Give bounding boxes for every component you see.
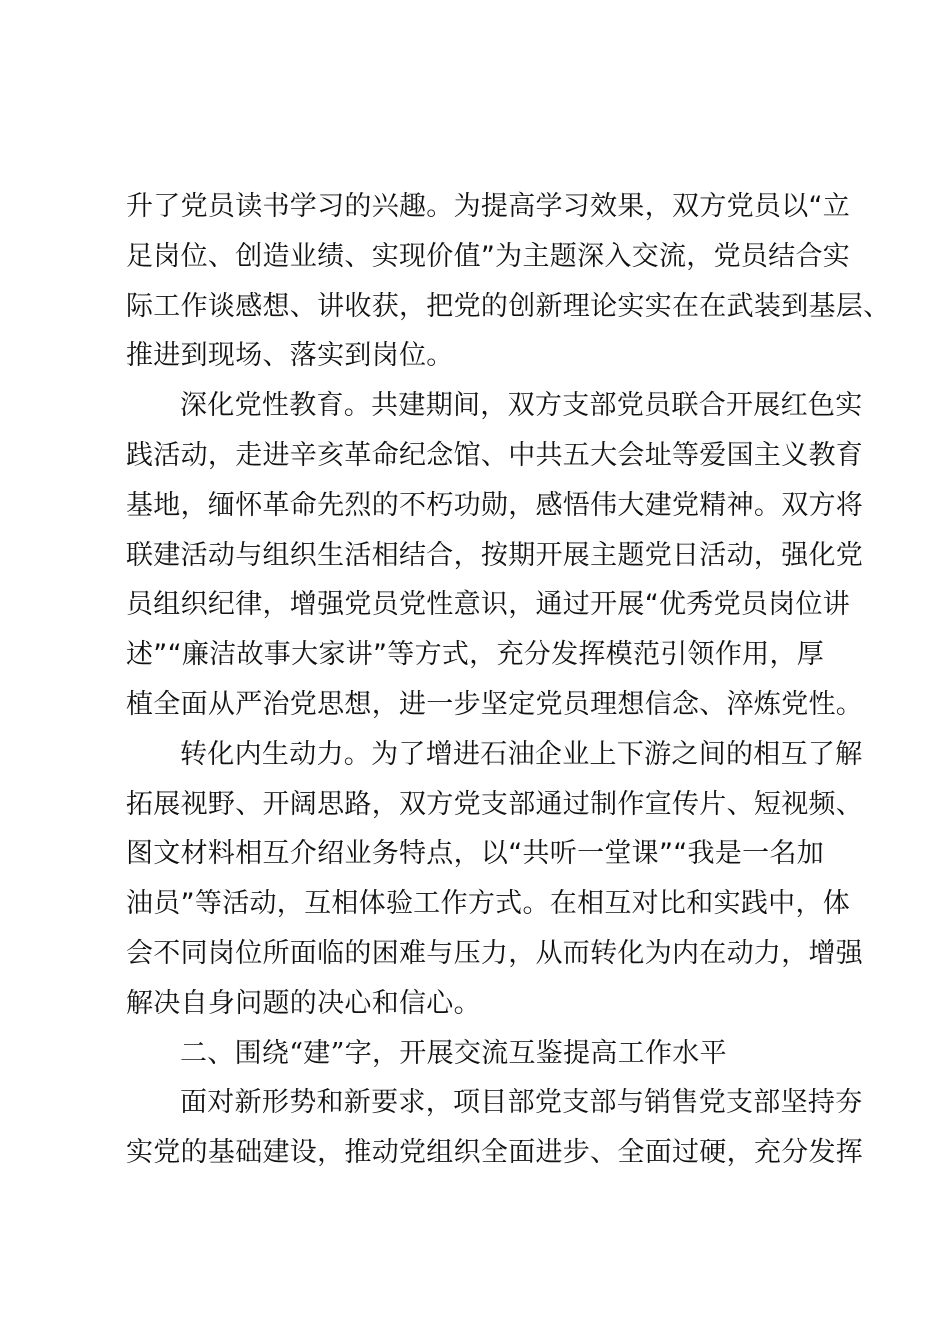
section-heading: 二、围绕“建”字，开展交流互鉴提高工作水平 bbox=[180, 1037, 727, 1069]
body-text bbox=[126, 182, 891, 1178]
text-line: 拓展视野、开阔思路，双方党支部通过制作宣传片、短视频、 bbox=[126, 788, 864, 820]
text-line: 实党的基础建设，推动党组织全面进步、全面过硬，充分发挥 bbox=[126, 1137, 864, 1169]
text-line: 推进到现场、落实到岗位。 bbox=[126, 340, 454, 372]
paragraph-new-situation: 面对新形势和新要求，项目部党支部与销售党支部坚持夯 bbox=[180, 1087, 863, 1119]
text-line: 解决自身问题的决心和信心。 bbox=[126, 987, 481, 1019]
text-line: 员组织纪律，增强党员党性意识，通过开展“优秀党员岗位讲 bbox=[126, 589, 851, 621]
text-line: 联建活动与组织生活相结合，按期开展主题党日活动，强化党 bbox=[126, 539, 864, 571]
text-line: 图文材料相互介绍业务特点，以“共听一堂课”“我是一名加 bbox=[126, 838, 825, 870]
text-line: 基地，缅怀革命先烈的不朽功勋，感悟伟大建党精神。双方将 bbox=[126, 489, 864, 521]
text-line: 际工作谈感想、讲收获，把党的创新理论实实在在武装到基层、 bbox=[126, 290, 891, 322]
text-line: 植全面从严治党思想，进一步坚定党员理想信念、淬炼党性。 bbox=[126, 688, 864, 720]
paragraph-transform-internal-drive: 转化内生动力。为了增进石油企业上下游之间的相互了解 bbox=[180, 738, 863, 770]
text-line: 践活动，走进辛亥革命纪念馆、中共五大会址等爱国主义教育 bbox=[126, 439, 864, 471]
text-line: 油员”等活动，互相体验工作方式。在相互对比和实践中，体 bbox=[126, 888, 851, 920]
text-line: 升了党员读书学习的兴趣。为提高学习效果，双方党员以“立 bbox=[126, 191, 851, 222]
text-line: 会不同岗位所面临的困难与压力，从而转化为内在动力，增强 bbox=[126, 937, 864, 969]
text-line: 述”“廉洁故事大家讲”等方式，充分发挥模范引领作用，厚 bbox=[126, 639, 825, 671]
paragraph-deepen-party-education: 深化党性教育。共建期间，双方支部党员联合开展红色实 bbox=[180, 390, 863, 422]
text-line: 足岗位、创造业绩、实现价值”为主题深入交流，党员结合实 bbox=[126, 240, 851, 272]
